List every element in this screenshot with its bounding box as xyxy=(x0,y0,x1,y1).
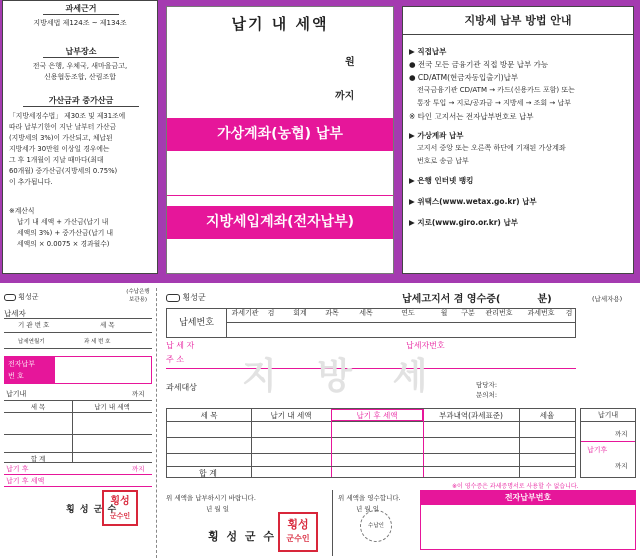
e-pay-box xyxy=(420,490,636,550)
main-title-text: 납세고지서 겸 영수증( xyxy=(402,294,501,305)
guide-item: ▶ 가상계좌 납부 xyxy=(409,131,464,140)
main-seal-line: 군수인 xyxy=(286,534,310,543)
stub-after-until: 까지 xyxy=(132,465,145,473)
calc-title: ※계산식 xyxy=(9,207,35,215)
guide-item: ● 전국 모든 금융기관 직접 방문 납부 가능 xyxy=(409,60,549,69)
stub-until: 까지 xyxy=(132,390,145,398)
round-stamp-text: 수납인 xyxy=(368,523,384,529)
main-copy: (납세자용) xyxy=(592,295,623,303)
main-taxpayer: 납 세 자 xyxy=(166,341,195,350)
place-line-2: 신용협동조합, 산림조합 xyxy=(43,73,117,81)
divider xyxy=(167,437,575,438)
county-logo-small xyxy=(4,292,39,302)
tax-no-cols xyxy=(226,308,576,322)
calc-line: 납기 내 세액 + 가산금(납기 내 xyxy=(17,218,109,226)
tax-no-col: 연도 xyxy=(401,309,415,317)
right-until: 까지 xyxy=(615,430,628,438)
stub-manage: 납세연월기 xyxy=(18,339,45,345)
divider xyxy=(4,348,152,349)
stub-epay-line: 전자납부 xyxy=(8,360,36,368)
guide-item: 전국금융기관 CD/ATM → 카드(신용카드 포함) 또는 xyxy=(417,86,575,94)
divider xyxy=(4,474,152,475)
tax-no-col: 과세번호 xyxy=(527,309,555,317)
col-after-amount: 납기 후 세액 xyxy=(331,409,423,421)
penalty-title: 가산금과 중가산금 xyxy=(23,95,139,107)
main-title xyxy=(402,290,552,305)
main-target: 과세대상 xyxy=(166,383,197,392)
stub-copy-line: (수납은행 xyxy=(126,289,150,295)
guide-item: ▶ 직접납부 xyxy=(409,47,447,56)
calc-line: 세액의 3%) + 중가산금(납기 내 xyxy=(17,229,114,237)
tax-no-label: 납세번호 xyxy=(167,309,227,337)
col-rate: 세율 xyxy=(539,411,555,420)
penalty-line: 60개월) 중가산금(지방세의 0.75%) xyxy=(9,167,118,175)
stub-county-head: 횡 성 군 수 xyxy=(66,505,118,515)
main-taxpayer-no: 납세자번호 xyxy=(406,341,445,350)
place-title: 납부장소 xyxy=(43,46,119,58)
divider xyxy=(581,441,635,442)
tax-no-col: 세목 xyxy=(359,309,373,317)
tax-no-col: 검 xyxy=(565,309,573,317)
e-pay-label: 전자납부번호 xyxy=(421,491,635,505)
virtual-account-box xyxy=(167,150,393,196)
receipt-text: 위 세액을 영수합니다. xyxy=(338,494,401,502)
guide-item: ※ 타인 고지서는 전자납부번호로 납부 xyxy=(409,112,534,121)
col-detail: 부과내역(과세표준) xyxy=(439,411,503,420)
guide-item: 번호로 송금 납부 xyxy=(417,157,469,165)
stub-after-amount: 납기 후 세액 xyxy=(6,477,45,485)
stub-org-no: 기 관 번 호 xyxy=(18,321,50,329)
tax-no-col: 월 xyxy=(440,309,448,317)
divider xyxy=(4,452,152,453)
stub-copy-line: 보관용) xyxy=(128,297,148,303)
stub-epay-label xyxy=(5,357,55,383)
main-seal-stamp xyxy=(278,512,318,552)
electronic-account-box xyxy=(167,238,393,273)
guide-item: 통장 투입 → 지로/공과금 → 지방세 → 조회 → 납부 xyxy=(417,99,572,107)
stub-seal-line: 군수인 xyxy=(109,512,131,520)
due-amount-title: 납기 내 세액 xyxy=(231,15,329,33)
stub-tax-item: 세 목 xyxy=(100,321,115,329)
right-due-box xyxy=(580,408,636,478)
divider xyxy=(581,421,635,422)
guide-item: ● CD/ATM(현금자동입출기)납부 xyxy=(409,73,519,82)
tax-no-col: 구분 xyxy=(461,309,475,317)
date-2: 년 월 일 xyxy=(356,505,379,513)
tax-no-col: 과목 xyxy=(325,309,339,317)
penalty-line: 「지방세징수법」 제30조 및 제31조에 xyxy=(9,112,126,120)
divider xyxy=(167,453,575,454)
calc-line: 세액의 × 0.0075 × 경과월수) xyxy=(17,240,110,248)
left-info-panel xyxy=(2,0,158,274)
main-notice: ※이 영수증은 과세증명서로 사용할 수 없습니다. xyxy=(452,483,579,490)
divider xyxy=(166,466,576,467)
penalty-line: 이 추가됩니다. xyxy=(9,178,53,186)
stub-epay-line: 번 호 xyxy=(8,372,24,380)
main-phone: 문의처: xyxy=(476,391,498,399)
bank-stub xyxy=(4,288,152,558)
divider xyxy=(4,462,152,463)
tax-no-col: 검 xyxy=(267,309,275,317)
tax-no-col: 회계 xyxy=(293,309,307,317)
col-due-amount: 납기 내 세액 xyxy=(270,411,312,420)
guide-item: 고지서 중앙 또는 오른쪽 하단에 기재된 가상계좌 xyxy=(417,144,566,152)
stub-epay-box xyxy=(4,356,152,384)
main-seal-line: 횡성 xyxy=(287,518,309,531)
tax-no-col: 관리번호 xyxy=(485,309,513,317)
watermark-text: 지 방 세 xyxy=(242,356,442,397)
law-text: 지방세법 제124조 ~ 제134조 xyxy=(33,19,127,27)
county-head: 횡 성 군 수 xyxy=(208,530,276,543)
divider xyxy=(226,322,576,323)
main-officer: 담당자: xyxy=(476,381,498,389)
right-after: 납기후 xyxy=(587,446,608,454)
main-title-end: 분) xyxy=(537,294,552,305)
guide-title: 지방세 납부 방법 안내 xyxy=(403,7,633,35)
middle-amount-panel xyxy=(166,6,394,274)
logo-icon xyxy=(166,294,180,302)
calc-block xyxy=(9,206,155,250)
stub-col-tax: 세 목 xyxy=(30,403,46,411)
penalty-line: 지방세가 30만원 이상일 경우에는 xyxy=(9,145,110,153)
electronic-account-title: 지방세입계좌(전자납부) xyxy=(167,206,393,238)
col-tax: 세 목 xyxy=(200,411,218,420)
guide-item: ▶ 지로(www.giro.or.kr) 납부 xyxy=(409,218,518,227)
main-address: 주 소 xyxy=(166,355,184,364)
stub-county: 횡성군 xyxy=(18,293,39,301)
until-label: 까지 xyxy=(335,91,355,102)
stub-col-amount: 납기 내 세액 xyxy=(94,403,130,411)
guide-item: ▶ 위택스(www.wetax.go.kr) 납부 xyxy=(409,197,537,206)
penalty-text xyxy=(9,111,155,188)
penalty-line: 따라 납부기한이 지난 날부터 가산금 xyxy=(9,123,117,131)
guide-list xyxy=(409,45,631,229)
stub-total: 합 계 xyxy=(30,455,46,463)
right-until2: 까지 xyxy=(615,462,628,470)
law-title: 과세근거 xyxy=(43,3,119,15)
place-line-1: 전국 은행, 우체국, 새마을금고, xyxy=(32,62,128,70)
divider xyxy=(4,332,152,333)
stub-due: 납기내 xyxy=(6,390,27,398)
pay-request: 위 세액을 납부하시기 바랍니다. xyxy=(166,494,256,502)
stub-separator xyxy=(156,288,157,558)
date-1: 년 월 일 xyxy=(206,505,229,513)
stub-seal-line: 횡성 xyxy=(110,496,130,507)
right-due: 납기내 xyxy=(597,411,619,419)
won-label: 원 xyxy=(345,57,355,68)
stub-section-no: 과 세 번 호 xyxy=(84,339,111,345)
divider xyxy=(4,412,152,413)
tax-no-col: 과세기관 xyxy=(231,309,259,317)
divider xyxy=(4,434,152,435)
main-total: 합 계 xyxy=(199,469,217,478)
stub-seal-stamp xyxy=(102,490,138,526)
main-receipt xyxy=(162,288,638,558)
main-logo xyxy=(166,292,206,303)
round-stamp xyxy=(360,510,392,542)
virtual-account-title: 가상계좌(농협) 납부 xyxy=(167,118,393,150)
guide-item: ▶ 은행 인터넷 뱅킹 xyxy=(409,176,474,185)
right-guide-panel xyxy=(402,6,634,274)
logo-icon xyxy=(4,294,16,301)
stub-taxpayer: 납세자 xyxy=(4,309,26,318)
divider xyxy=(4,486,152,487)
divider xyxy=(167,421,575,422)
stub-after-due: 납기 후 xyxy=(6,465,29,473)
divider xyxy=(332,490,333,556)
penalty-line: (지방세의 3%)이 가산되고, 체납된 xyxy=(9,134,113,142)
main-county: 횡성군 xyxy=(182,293,206,302)
divider xyxy=(4,400,152,401)
stub-copy-label xyxy=(122,288,154,304)
divider xyxy=(4,318,152,319)
penalty-line: 그 후 1개월이 지날 때마다(최대 xyxy=(9,156,104,164)
